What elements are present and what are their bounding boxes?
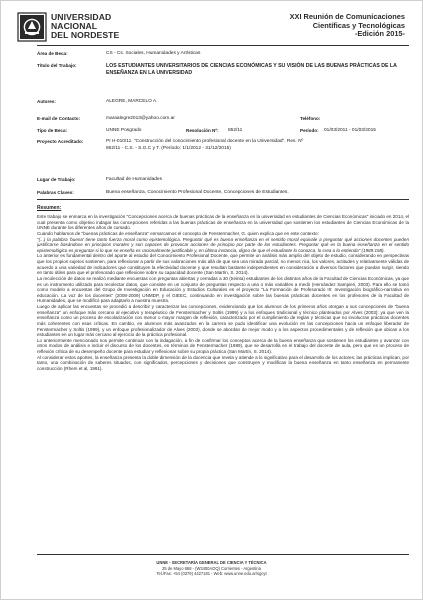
title-label: Título del Trabajo:	[37, 63, 77, 68]
area-value: CS - Cs. Sociales, Humanidades y Artísticas	[106, 51, 201, 56]
project-label: Proyecto Acreditado:	[37, 139, 84, 144]
beca-type-label: Tipo de Beca:	[37, 128, 68, 133]
workplace-value: Facultad de Humanidades	[106, 177, 162, 182]
keywords-value: Buena enseñanza, Conocimiento Profesional Docente, Concepciones de Estudiantes.	[106, 190, 289, 195]
abstract-paragraph: Este trabajo se enmarca en la investigación "Concepciones acerca de buenas prácticas de la enseñanza en la universidad en estudiantes de Ciencias Económicas" iniciado en 2014, el cual presenta como objetivo indagar las concepciones referidas a las buenas prácticas de enseñanza en la universidad que sostienen los estudiantes de Ciencias Económicas de la UNNE durante los diferentes años de cursado.	[37, 214, 409, 231]
phone-label: Teléfono:	[300, 116, 321, 121]
period-value: 01/03/2011 - 01/03/2015	[324, 128, 376, 133]
workplace-label: Lugar de Trabajo:	[37, 177, 76, 182]
abstract-paragraph: Lo anteriormente mencionado nos permite continuar con la indagación, a fin de confirmar los conceptos acerca de la buena enseñanza que sostienen los estudiantes y avanzar con otros modos de análisis e incluir el discurso de los docentes, en términos de Fenstermacher (1989), que se desarrolla en el trabajo del docente de aula, pero que es un proceso de reflexión crítica de su desempeño docente para estudiar y reflexionar sobre su propia práctica (San Martín, S. 2014).	[37, 337, 409, 354]
authors-value: ALEGRE, MARCELO A.	[106, 99, 158, 104]
resolution-label: Resolución Nº:	[186, 128, 219, 133]
abstract-paragraph: Cuando hablamos de "buenas prácticas de enseñanza" enmarcamos el concepto de Fenstermacher, G. quien explica que en este contexto:	[37, 230, 319, 236]
project-value-line: PI H-010/11. "Construcción del conocimiento profesional docente en la Universidad". Res. Nº	[106, 139, 304, 144]
university-logo-icon	[17, 12, 47, 42]
authors-label: Autores:	[37, 99, 56, 104]
event-line: XXI Reunión de Comunicaciones	[289, 12, 405, 21]
resolution-value: 852/11	[228, 128, 243, 133]
abstract-paragraph: Lo anterior es fundamental dentro del aporte al estudio del Conocimiento Profesional Docente, que permite un análisis más amplio del objeto de estudio, considerando en perspectivas que los propios sujetos sostienen, para reflexionar a partir de sus valoraciones más allá de que sea una mirada parcial, no menos rica, los valores, actitudes y relativamente válidas de acuerdo a una variedad de indicadores que constituyen la efectividad docente y que resultan bastante independientes en consideración a diversos factores que puedan surgir, siendo en tanto útiles para que el profesorado que reflexione sobre su capacidad docente (San Martín, S. 2014).	[37, 253, 409, 276]
email-value: maraalegre2013@yahoo.com.ar	[106, 116, 175, 121]
university-name	[51, 13, 119, 39]
section-divider	[37, 199, 409, 200]
abstract-paragraph: La recolección de datos se realizó mediante encuestas con preguntas abiertas y cerradas a 30 (treinta) estudiantes de los distintos años de la Facultad de Ciencias Económicas, ya que es un instrumento utilizado para recolectar datos, que consiste en un conjunto de preguntas respecto a una o más variables a medir (Hernández Sampieri, 2003). Para ello se tomó como modelo a encuestas del Grupo de Investigación en Educación y Estudios Culturales en el proyecto "La Formación de Profesorado III: Investigación biográfico-narrativa en educación. La voz de los docentes" (2008-2009) UNMDP, y el GIEEC, continuando en investigación sobre las buenas prácticas docentes en los profesores de la Facultad de Humanidades, que se modificó para adaptarlo a nuestra muestra.	[37, 275, 409, 304]
work-title: LOS ESTUDIANTES UNIVERSITARIOS DE CIENCIAS ECONÓMICAS Y SU VISIÓN DE LAS BUENAS PRÁCTICAS DE LA ENSEÑANZA EN LA UNIVERSIDAD	[106, 63, 397, 76]
keywords-label: Palabras Claves:	[37, 190, 74, 195]
footer	[0, 560, 423, 577]
footer-line: Tel./Fax: +54 (0379) 4427181 - Web: www.unne.edu.ar/sgcyt	[156, 571, 267, 577]
email-label: E-mail de Contacto:	[37, 116, 81, 121]
abstract-body	[37, 214, 409, 538]
university-line: NACIONAL	[51, 20, 98, 31]
abstract-quote: "(...) la palabra 'buena' tiene tanto fuerza moral como epistemológica. Preguntar qué es buena enseñanza en el sentido moral equivale a preguntar qué acciones docentes pueden justificarse basándose en principios morales y son capaces de provocar acciones de principio por parte de los estudiantes. Preguntar qué es la buena enseñanza en el sentido epistemológico es preguntar si lo que se enseña es racionalmente justificable y, en última instancia, digno de que el estudiante lo conozca, lo crea o lo entienda" (1989:158).	[37, 236, 409, 253]
event-line: -Edición 2015-	[354, 29, 405, 38]
header-divider	[37, 45, 409, 46]
area-label: Área de Beca:	[37, 51, 68, 56]
abstract-heading: Resumen:	[37, 205, 62, 211]
project-value-line: 862/11 - C.S. - S.G.C y T. (Período: 1/1/2012 - 31/12/2015)	[106, 146, 231, 151]
beca-type-value: UNNE Posgrado	[106, 128, 142, 133]
university-line: UNIVERSIDAD	[51, 12, 112, 22]
footer-line: UNNE - SECRETARÍA GENERAL DE CIENCIA Y TÉCNICA	[156, 560, 267, 565]
footer-divider	[37, 554, 409, 555]
event-line: Científicas y Tecnológicas	[312, 20, 405, 30]
event-title	[290, 13, 405, 39]
university-line: DEL NORDESTE	[51, 29, 120, 40]
abstract-paragraph: Luego de aplicar las encuestas se procedió a describir y caracterizar las concepciones, evidenciando que los alumnos de los primeros años otorgan a sus concepciones de "buena enseñanza" un enfoque más cercano al ejecutivo y terapéutico de Fenstermacher y Soltis (1999) y a los enfoques tradicional y técnico planteados por Alves (2003); ya que ven la enseñanza como un proceso de escolarización con menor o mayor margen de reflexión, caracterizado por el cumplimiento de reglas y técnicas que no involucran prácticas docentes más coherentes con esas críticas. En cambio, en alumnos más avanzados en la carrera se pudo identificar una evolución en las concepciones hacia un enfoque liberador de Fenstermacher y Soltis (1999), y un enfoque profesionalizador de Alves (2003), donde se abordan de mejor modo y a los aspectos procedimentales y de reflexión que ubican a los estudiantes en un lugar más cercano al ejercicio de la práctica profesional.	[37, 304, 409, 338]
footer-line: 25 de Mayo 868 - (W3400AOQ) Corrientes - Argentina	[162, 565, 261, 571]
abstract-paragraph: Al considerar estos aportes, la enseñanza presenta la doble dimensión de la docencia que revela y atiende a lo significativo para el desarrollo de los actores; las prácticas implican, por tanto, una combinación de saberes situados, con significados, percepciones y decisiones que construyen y modifican la buena enseñanza en tanto enseñanza en permanente construcción (Rhem et al, 1991).	[37, 354, 409, 371]
period-label: Período:	[300, 128, 319, 133]
